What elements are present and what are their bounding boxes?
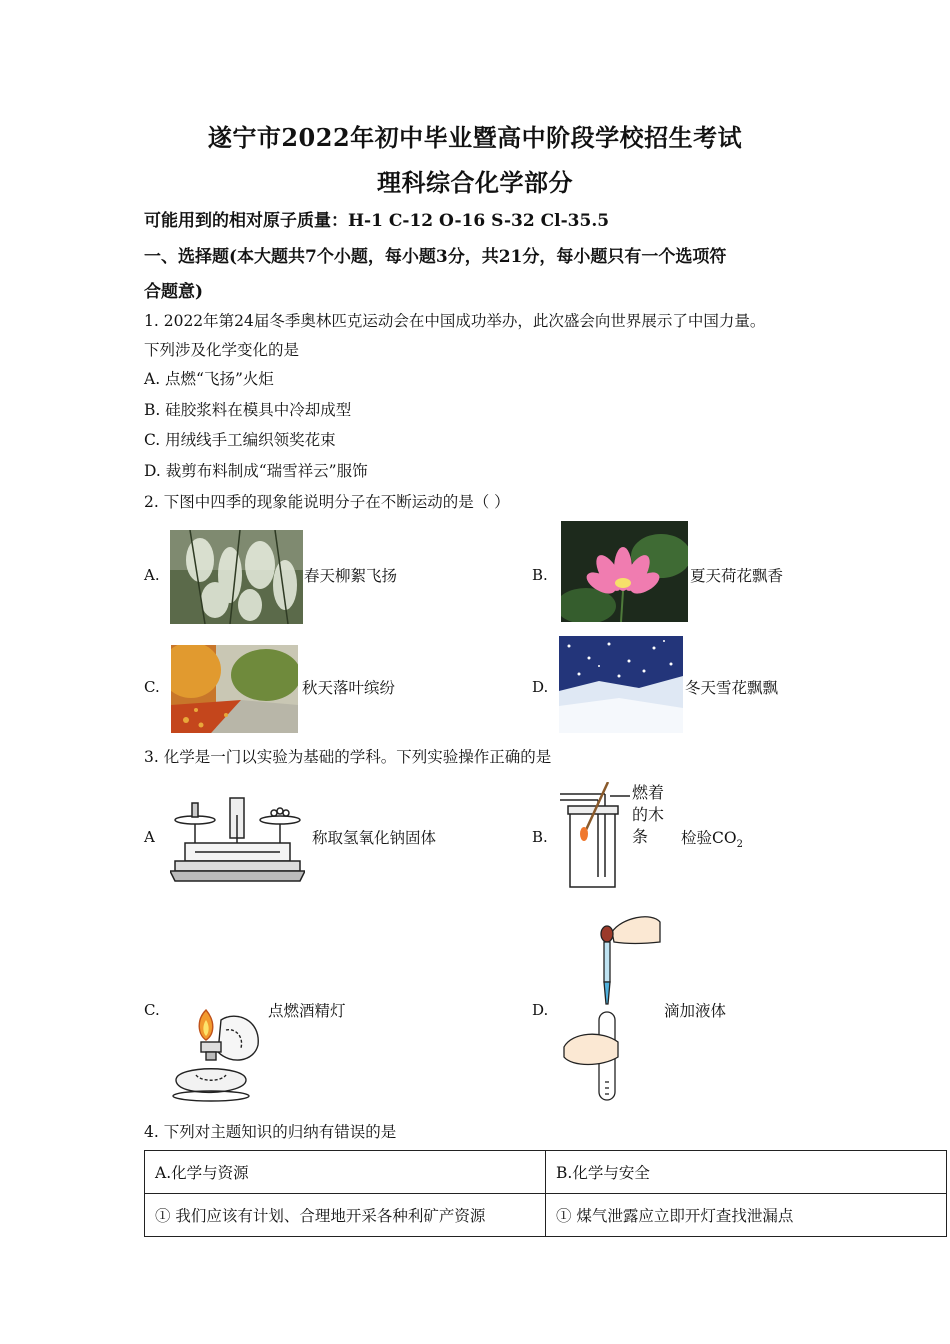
snow-image xyxy=(559,636,683,733)
table-row xyxy=(145,1151,947,1194)
table-header-b: B.化学与安全 xyxy=(546,1151,947,1194)
balance-scale-image xyxy=(170,795,305,885)
q2-option-a-text: 春天柳絮飞扬 xyxy=(304,567,398,585)
q3-option-a-text: 称取氢氧化钠固体 xyxy=(312,829,437,847)
lotus-image xyxy=(561,521,688,622)
table-header-a: A.化学与资源 xyxy=(145,1151,546,1194)
autumn-leaves-image xyxy=(171,645,298,733)
co2-label: 检验CO xyxy=(681,829,737,847)
q2-option-b-text: 夏天荷花飘香 xyxy=(690,567,784,585)
q1-stem: 1. 2022年第24届冬季奥林匹克运动会在中国成功举办，此次盛会向世界展示了中国力量。 xyxy=(144,312,766,330)
table-cell-b1: ① 煤气泄露应立即开灯查找泄漏点 xyxy=(546,1194,947,1237)
annotation-line-2: 的木 xyxy=(632,805,665,824)
q2-option-c-text: 秋天落叶缤纷 xyxy=(302,679,396,697)
q3-option-d-text: 滴加液体 xyxy=(664,1002,727,1020)
burning-stick-annotation xyxy=(632,782,664,848)
q3-option-a-letter: A xyxy=(144,828,155,846)
annotation-line-1: 燃着 xyxy=(632,783,665,802)
q1-option-d: D. 裁剪布料制成“瑞雪祥云”服饰 xyxy=(144,462,368,480)
dropper-test-tube-image xyxy=(562,912,662,1104)
q3-option-b-text xyxy=(681,828,743,855)
gas-bottle-test-image xyxy=(560,782,630,890)
q1-option-b: B. 硅胶浆料在模具中冷却成型 xyxy=(144,401,352,419)
q4-table xyxy=(144,1150,947,1237)
section-heading-cont: 合题意) xyxy=(144,282,204,302)
annotation-line-3: 条 xyxy=(632,827,649,846)
q2-option-b-letter: B. xyxy=(532,566,548,584)
q2-option-c-letter: C. xyxy=(144,678,160,696)
q2-option-a-letter: A. xyxy=(144,566,160,584)
table-row xyxy=(145,1194,947,1237)
q1-stem-cont: 下列涉及化学变化的是 xyxy=(144,341,300,359)
q2-option-d-letter: D. xyxy=(532,678,549,696)
q3-stem: 3. 化学是一门以实验为基础的学科。下列实验操作正确的是 xyxy=(144,748,552,766)
q1-option-a: A. 点燃“飞扬”火炬 xyxy=(144,370,274,388)
q3-option-d-letter: D. xyxy=(532,1001,549,1019)
table-cell-a1: ① 我们应该有计划、合理地开采各种利矿产资源 xyxy=(145,1194,546,1237)
willow-catkins-image xyxy=(170,530,303,624)
alcohol-lamp-image xyxy=(166,1000,266,1104)
exam-subtitle: 理科综合化学部分 xyxy=(377,168,573,197)
co2-subscript: 2 xyxy=(736,839,743,851)
exam-title: 遂宁市2022年初中毕业暨高中阶段学校招生考试 xyxy=(207,123,743,152)
q3-option-c-text: 点燃酒精灯 xyxy=(268,1002,346,1020)
section-heading: 一、选择题(本大题共7个小题，每小题3分，共21分，每小题只有一个选项符 xyxy=(144,247,727,267)
atomic-masses: 可能用到的相对原子质量：H-1 C-12 O-16 S-32 Cl-35.5 xyxy=(144,211,610,231)
q4-stem: 4. 下列对主题知识的归纳有错误的是 xyxy=(144,1123,397,1141)
q3-option-c-letter: C. xyxy=(144,1001,160,1019)
q3-option-b-letter: B. xyxy=(532,828,548,846)
q2-option-d-text: 冬天雪花飘飘 xyxy=(685,679,779,697)
q1-option-c: C. 用绒线手工编织领奖花束 xyxy=(144,431,336,449)
q2-stem: 2. 下图中四季的现象能说明分子在不断运动的是（ ） xyxy=(144,493,510,511)
